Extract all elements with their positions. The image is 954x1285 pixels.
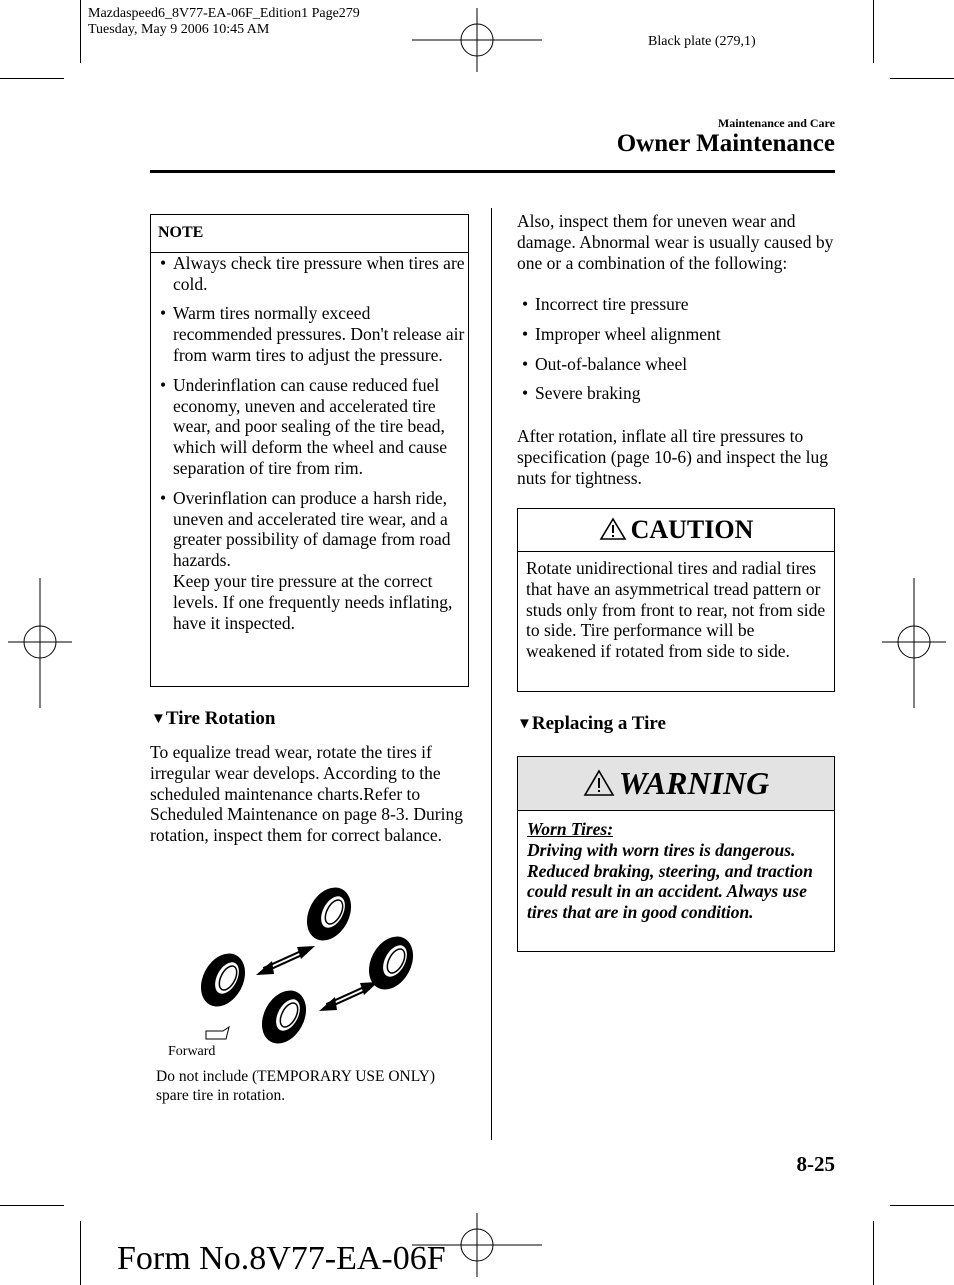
warning-triangle-icon: [583, 769, 615, 797]
crop-mark: [0, 78, 64, 79]
tire-icon: [253, 983, 315, 1051]
note-item: • Underinflation can cause reduced fuel economy, uneven and accelerated tire wear, and poor sealing of the tire bead, which will deform the wheel and cause separation of tire from rim.: [151, 375, 468, 479]
registration-mark-top: [412, 8, 542, 72]
warning-triangle-icon: [599, 517, 627, 541]
warning-body-block: [518, 811, 834, 923]
abnormal-wear-list: [513, 294, 833, 404]
page-title: Owner Maintenance: [616, 130, 835, 157]
registration-mark-left: [8, 578, 72, 708]
note-item: • Always check tire pressure when tires are cold.: [151, 253, 468, 295]
figure-label: Forward: [168, 1044, 216, 1059]
note-heading: NOTE: [151, 215, 468, 253]
warning-heading: [518, 757, 834, 811]
caution-heading-text: CAUTION: [630, 515, 754, 544]
caution-box: [517, 508, 835, 692]
note-list: [151, 253, 468, 634]
tire-icon: [298, 880, 360, 948]
forward-arrow-icon: [206, 1027, 229, 1039]
file-line: Mazdaspeed6_8V77-EA-06F_Edition1 Page279: [88, 6, 360, 21]
tire-rotation-heading: [151, 708, 275, 730]
double-arrow-icon: [319, 982, 378, 1011]
triangle-marker-icon: ▼: [517, 716, 532, 732]
note-continuation: Keep your tire pressure at the correct levels. If one frequently needs inflating, have it inspected.: [173, 570, 453, 633]
wear-cause-item: • Severe braking: [513, 383, 833, 404]
crop-mark: [0, 1205, 64, 1206]
page-number: 8-25: [796, 1152, 835, 1176]
wear-cause-item: • Out-of-balance wheel: [513, 354, 833, 375]
registration-mark-right: [882, 578, 946, 708]
warning-heading-text: WARNING: [618, 765, 770, 801]
note-item: • Warm tires normally exceed recommended pressures. Don't release air from warm tires to adjust the pressure.: [151, 303, 468, 365]
form-number: Form No.8V77-EA-06F: [117, 1240, 446, 1277]
note-item-text: Overinflation can produce a harsh ride, uneven and accelerated tire wear, and a greater possibility of damage from road hazards.: [173, 487, 451, 571]
caution-body: Rotate unidirectional tires and radial tires that have an asymmetrical tread pattern or studs only from front to rear, not from side to side. Tire performance will be weakened if rotated from side to side.: [526, 558, 826, 662]
warning-subheading: Worn Tires:: [527, 819, 614, 839]
note-item: [151, 488, 468, 634]
title-rule: [150, 170, 835, 173]
crop-mark: [80, 0, 81, 63]
warning-body: Driving with worn tires is dangerous. Reduced braking, steering, and traction could result in an accident. Always use tires that are in good condition.: [527, 839, 813, 923]
plate-label: Black plate (279,1): [648, 34, 756, 49]
inspection-intro: Also, inspect them for uneven wear and damage. Abnormal wear is usually caused by one or a combination of the following:: [517, 211, 834, 273]
tire-icon: [192, 946, 254, 1014]
wear-cause-item: • Improper wheel alignment: [513, 324, 833, 345]
column-divider: [491, 208, 492, 1140]
tire-rotation-body: To equalize tread wear, rotate the tires if irregular wear develops. According to the scheduled maintenance charts.Refer to Scheduled Maintenance on page 8-3. During rotation, inspect them for correct balance.: [150, 742, 463, 846]
wear-cause-item: • Incorrect tire pressure: [513, 294, 833, 315]
triangle-marker-icon: ▼: [151, 711, 166, 727]
caution-heading: [518, 509, 834, 552]
date-line: Tuesday, May 9 2006 10:45 AM: [88, 22, 270, 37]
file-info: [88, 6, 360, 38]
crop-mark: [80, 1221, 81, 1285]
crop-mark: [890, 1205, 954, 1206]
section-label: Maintenance and Care: [717, 116, 835, 130]
after-rotation-text: After rotation, inflate all tire pressures to specification (page 10-6) and inspect the lug nuts for tightness.: [517, 426, 829, 488]
replacing-tire-heading: [517, 713, 666, 735]
crop-mark: [873, 0, 874, 63]
figure-caption: Do not include (TEMPORARY USE ONLY) spare tire in rotation.: [156, 1068, 436, 1104]
crop-mark: [873, 1221, 874, 1285]
note-box: [150, 214, 469, 687]
double-arrow-icon: [256, 946, 315, 975]
crop-mark: [890, 78, 954, 79]
replacing-tire-heading-text: Replacing a Tire: [531, 713, 666, 734]
warning-box: [517, 756, 835, 952]
tire-rotation-diagram: [160, 880, 460, 1062]
tire-rotation-heading-text: Tire Rotation: [165, 708, 276, 729]
